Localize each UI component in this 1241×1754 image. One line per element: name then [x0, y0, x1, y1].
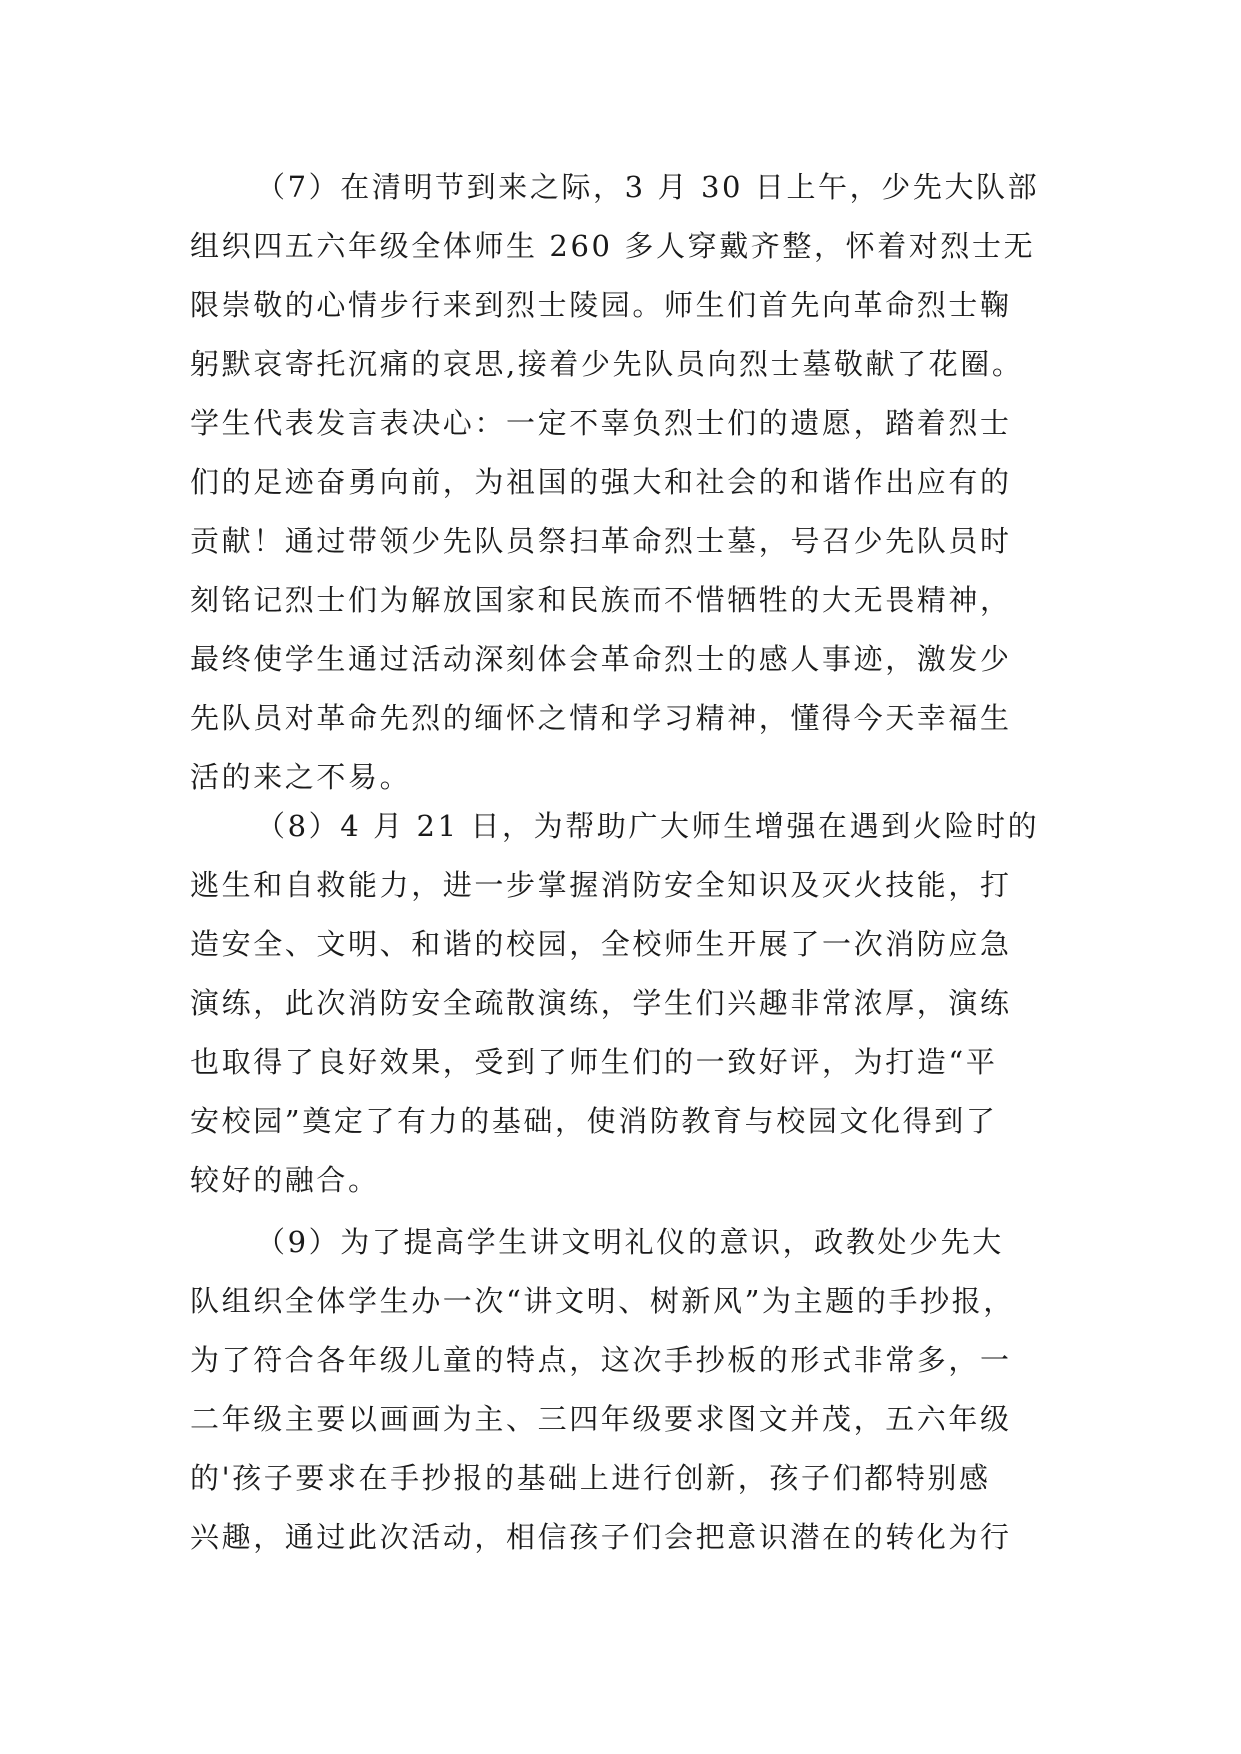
text-line: 演练，此次消防安全疏散演练，学生们兴趣非常浓厚，演练 [190, 986, 1012, 1020]
text-line: （8）4 月 21 日，为帮助广大师生增强在遇到火险时的 [256, 809, 1040, 843]
text-line: 安校园”奠定了有力的基础，使消防教育与校园文化得到了 [190, 1104, 998, 1138]
text-line: 贡献！通过带领少先队员祭扫革命烈士墓，号召少先队员时 [190, 524, 1012, 558]
text-line: 组织四五六年级全体师生 260 多人穿戴齐整，怀着对烈士无 [190, 229, 1036, 263]
paragraph-8 [190, 797, 1050, 1210]
text-line: 兴趣，通过此次活动，相信孩子们会把意识潜在的转化为行 [190, 1520, 1012, 1554]
text-line: 二年级主要以画画为主、三四年级要求图文并茂，五六年级 [190, 1402, 1012, 1436]
text-line: 较好的融合。 [190, 1163, 380, 1197]
text-line: 为了符合各年级儿童的特点，这次手抄板的形式非常多，一 [190, 1343, 1012, 1377]
text-line: 队组织全体学生办一次“讲文明、树新风”为主题的手抄报， [190, 1284, 1015, 1318]
text-line: 造安全、文明、和谐的校园，全校师生开展了一次消防应急 [190, 927, 1012, 961]
text-line: （7）在清明节到来之际，3 月 30 日上午，少先大队部 [256, 170, 1040, 204]
text-line: 最终使学生通过活动深刻体会革命烈士的感人事迹，激发少 [190, 642, 1012, 676]
text-line: 活的来之不易。 [190, 760, 412, 794]
text-line: 先队员对革命先烈的缅怀之情和学习精神，懂得今天幸福生 [190, 701, 1012, 735]
paragraph-7 [190, 158, 1050, 807]
text-line: 的'孩子要求在手抄报的基础上进行创新，孩子们都特别感 [190, 1461, 991, 1495]
text-line: 学生代表发言表决心：一定不辜负烈士们的遗愿，踏着烈士 [190, 406, 1012, 440]
text-line: 躬默哀寄托沉痛的哀思,接着少先队员向烈士墓敬献了花圈。 [190, 347, 1024, 381]
text-line: （9）为了提高学生讲文明礼仪的意识，政教处少先大 [256, 1225, 1004, 1259]
text-line: 们的足迹奋勇向前，为祖国的强大和社会的和谐作出应有的 [190, 465, 1012, 499]
text-line: 也取得了良好效果，受到了师生们的一致好评，为打造“平 [190, 1045, 998, 1079]
text-line: 逃生和自救能力，进一步掌握消防安全知识及灭火技能，打 [190, 868, 1012, 902]
text-line: 限崇敬的心情步行来到烈士陵园。师生们首先向革命烈士鞠 [190, 288, 1012, 322]
text-line: 刻铭记烈士们为解放国家和民族而不惜牺牲的大无畏精神， [190, 583, 1012, 617]
paragraph-9 [190, 1213, 1050, 1567]
